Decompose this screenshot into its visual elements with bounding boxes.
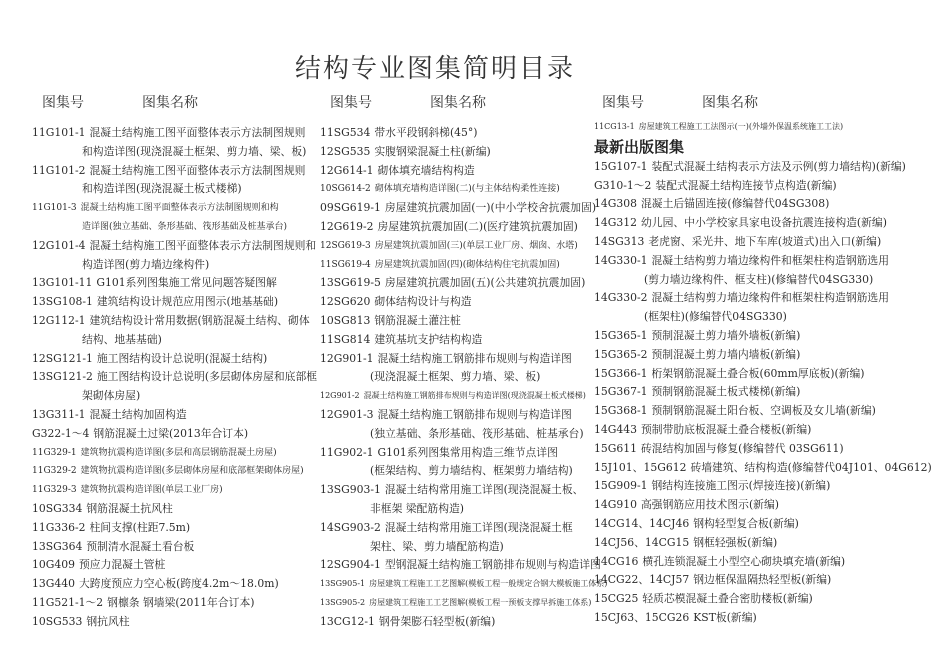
header-name: 图集名称 xyxy=(702,95,758,111)
catalog-entry xyxy=(320,331,607,350)
entry-code: 15CJ63、15CG26 xyxy=(594,610,690,624)
entry-code: G322-1～4 xyxy=(32,426,90,440)
entry-code: 11SG619-4 xyxy=(320,259,371,270)
entry-title: 房屋建筑抗震加固(五)(公共建筑抗震加固) xyxy=(384,276,586,290)
catalog-entry xyxy=(594,271,932,290)
catalog-entry xyxy=(320,500,607,519)
entry-code: 15G366-1 xyxy=(594,366,648,380)
catalog-entry xyxy=(32,613,317,632)
catalog-entry xyxy=(32,350,317,369)
entry-title: 建筑物抗震构造详图(单层工业厂房) xyxy=(80,485,223,496)
catalog-entry xyxy=(594,346,932,365)
entry-code: 14CJ56、14CG15 xyxy=(594,535,690,549)
catalog-entry xyxy=(594,233,932,252)
entry-title: 建筑物抗震构造详图(多层砌体房屋和底部框架砌体房屋) xyxy=(80,466,304,477)
catalog-entry xyxy=(594,477,932,496)
catalog-entry xyxy=(32,256,317,275)
entry-title: (现浇混凝土框架、剪力墙、梁、板) xyxy=(370,370,541,384)
catalog-entry xyxy=(32,575,317,594)
entry-title: 钢框轻强板(新编) xyxy=(693,535,778,549)
entry-title: 混凝土结构剪力墙边缘构件和框架柱构造钢筋选用 xyxy=(651,291,890,305)
entry-title: 混凝土结构施工图平面整体表示方法制图规则和构 xyxy=(80,203,279,214)
header-code: 图集号 xyxy=(42,95,84,111)
entry-code: 10G409 xyxy=(32,558,75,572)
entry-code: 13SG905-2 xyxy=(320,597,366,607)
entry-code: 15G368-1 xyxy=(594,404,648,418)
catalog-entry xyxy=(32,500,317,519)
entry-title: 预制钢筋混凝土板式楼梯(新编) xyxy=(651,385,801,399)
entry-title: 房屋建筑抗震加固(二)(医疗建筑抗震加固) xyxy=(377,219,578,233)
entry-title: 砌体填充墙结构构造 xyxy=(377,163,475,177)
entry-title: 建筑结构设计规范应用图示(地基基础) xyxy=(96,295,279,309)
entry-title: 钢檩条 钢墙梁(2011年合订本) xyxy=(107,595,255,609)
entry-title: 房屋建筑抗震加固(四)(砌体结构住宅抗震加固) xyxy=(374,259,560,270)
entry-title: 混凝土后锚固连接(修编替代04SG308) xyxy=(640,197,830,211)
catalog-entry xyxy=(32,331,317,350)
catalog-entry xyxy=(320,425,607,444)
entry-title: 混凝土结构施工钢筋排布规则与构造详图(现浇混凝土板式楼梯) xyxy=(363,391,586,401)
catalog-entry xyxy=(320,575,607,594)
entry-title: 预制钢筋混凝土阳台板、空调板及女儿墙(新编) xyxy=(651,404,876,418)
catalog-entry xyxy=(594,327,932,346)
entry-code: 09SG619-1 xyxy=(320,201,381,215)
entry-code: 15J101、15G612 xyxy=(594,460,687,474)
entry-title: 钢筋混凝土过梁(2013年合订本) xyxy=(93,426,249,440)
catalog-entry xyxy=(32,556,317,575)
catalog-entry xyxy=(32,162,317,181)
catalog-entry xyxy=(594,402,932,421)
entry-code: 13G311-1 xyxy=(32,407,86,421)
entry-title: 预制清水混凝土看台板 xyxy=(86,539,195,553)
entry-code: 12G619-2 xyxy=(320,219,374,233)
entry-title: 桁架钢筋混凝土叠合板(60mm厚底板)(新编) xyxy=(651,366,865,380)
catalog-entry xyxy=(32,274,317,293)
entry-title: 带水平段钢斜梯(45°) xyxy=(374,126,478,139)
catalog-entry xyxy=(320,143,607,162)
entry-code: 12SG535 xyxy=(320,144,371,158)
entry-code: 10SG813 xyxy=(320,313,371,327)
entry-title: 预制混凝土剪力墙外墙板(新编) xyxy=(651,328,801,342)
catalog-entry xyxy=(594,308,932,327)
catalog-entry xyxy=(320,218,607,237)
entry-title: (框架结构、剪力墙结构、框架剪力墙结构) xyxy=(370,464,573,478)
entry-code: 10SG533 xyxy=(32,614,83,628)
catalog-entry xyxy=(320,444,607,463)
entry-code: 14CG16 xyxy=(594,554,639,568)
entry-code: 10SG614-2 xyxy=(320,184,371,195)
entry-code: 10SG334 xyxy=(32,501,83,515)
entry-title: 装配式混凝土结构表示方法及示例(剪力墙结构)(新编) xyxy=(651,159,906,173)
entry-title: G101系列图集施工常见问题答疑图解 xyxy=(96,276,277,290)
entry-title: 型钢混凝土结构施工钢筋排布规则与构造详图 xyxy=(384,558,601,572)
entry-code: 11SG534 xyxy=(320,126,371,139)
catalog-entry xyxy=(594,534,932,553)
entry-title: 施工图结构设计总说明(多层砌体房屋和底部框 xyxy=(96,370,318,384)
catalog-entry xyxy=(320,274,607,293)
entry-code: 13G101-11 xyxy=(32,276,93,290)
catalog-entry xyxy=(320,481,607,500)
entry-code: 14G910 xyxy=(594,498,637,512)
catalog-entry xyxy=(320,350,607,369)
entry-code: 13CG12-1 xyxy=(320,614,375,628)
entry-title: 建筑结构设计常用数据(钢筋混凝土结构、砌体 xyxy=(89,313,310,327)
catalog-entry xyxy=(32,368,317,387)
entry-code: 12SG620 xyxy=(320,295,371,309)
entry-code: 13SG903-1 xyxy=(320,483,381,497)
entry-title: 构造详图(剪力墙边缘构件) xyxy=(82,257,210,271)
page-title: 结构专业图集简明目录 xyxy=(294,54,575,84)
entry-title: (框架柱)(修编替代04SG330) xyxy=(644,310,787,324)
entry-title: 大跨度预应力空心板(跨度4.2m～18.0m) xyxy=(78,577,279,591)
entry-code: 13SG905-1 xyxy=(320,579,366,589)
entry-title: 最新出版图集 xyxy=(594,137,685,156)
entry-code: 11G101-2 xyxy=(32,163,86,177)
catalog-entry xyxy=(594,289,932,308)
entry-title: 混凝土结构加固构造 xyxy=(89,407,187,421)
entry-code: 12G101-4 xyxy=(32,238,86,252)
entry-code: 15G611 xyxy=(594,441,637,455)
catalog-entry xyxy=(32,180,317,199)
catalog-entry xyxy=(32,462,317,481)
catalog-column-2 xyxy=(320,124,607,632)
catalog-entry xyxy=(32,519,317,538)
entry-title: 架砌体房屋) xyxy=(82,389,141,403)
entry-code: 14G330-1 xyxy=(594,253,648,267)
catalog-entry xyxy=(320,180,607,199)
entry-title: KST板(新编) xyxy=(693,610,757,624)
entry-title: 钢筋混凝土抗风柱 xyxy=(86,501,173,515)
catalog-column-1 xyxy=(32,124,317,632)
catalog-entry xyxy=(32,199,317,218)
catalog-entry xyxy=(320,293,607,312)
entry-title: 砌体结构设计与构造 xyxy=(374,295,472,309)
header-name: 图集名称 xyxy=(142,95,198,111)
entry-title: 砖混结构加固与修复(修编替代 03SG611) xyxy=(640,441,844,455)
entry-code: 11G329-1 xyxy=(32,447,77,458)
entry-title: 非框架 梁配筋构造) xyxy=(370,501,465,515)
entry-title: 造详图(独立基础、条形基础、筏形基础及桩基承台) xyxy=(82,221,288,232)
entry-title: 房屋建筑工程施工工艺图解(模板工程一般规定合钢大模板施工体系) xyxy=(369,579,608,589)
header-code: 图集号 xyxy=(602,95,644,111)
entry-title: 幼儿园、中小学校家具家电设备抗震连接构造(新编) xyxy=(640,216,887,230)
entry-title: 钢抗风柱 xyxy=(86,614,130,628)
entry-code: 12G901-1 xyxy=(320,351,374,365)
entry-code: 11SG814 xyxy=(320,332,371,346)
entry-title: 和构造详图(现浇混凝土板式楼梯) xyxy=(82,182,242,196)
entry-code: 13SG619-5 xyxy=(320,276,381,290)
catalog-entry xyxy=(32,312,317,331)
entry-code: 13SG121-2 xyxy=(32,370,93,384)
entry-title: 和构造详图(现浇混凝土框架、剪力墙、梁、板) xyxy=(82,144,307,158)
entry-code: 15G107-1 xyxy=(594,159,648,173)
entry-title: 钢筋混凝土灌注桩 xyxy=(374,313,461,327)
entry-code: 11CG13-1 xyxy=(594,122,635,131)
col3-header xyxy=(602,92,758,112)
catalog-entry xyxy=(594,214,932,233)
catalog-entry xyxy=(594,440,932,459)
entry-title: 架柱、梁、剪力墙配筋构造) xyxy=(370,539,504,553)
entry-code: 11G329-2 xyxy=(32,466,77,477)
catalog-entry xyxy=(320,519,607,538)
entry-title: 预应力混凝土管桩 xyxy=(78,558,166,572)
catalog-entry xyxy=(320,368,607,387)
catalog-entry xyxy=(594,252,932,271)
entry-code: 12SG904-1 xyxy=(320,558,381,572)
entry-code: 15G365-2 xyxy=(594,347,648,361)
entry-title: 钢骨架膨石轻型板(新编) xyxy=(378,614,496,628)
entry-code: 14CG22、14CJ57 xyxy=(594,573,690,587)
entry-code: 14CG14、14CJ46 xyxy=(594,516,690,530)
catalog-entry xyxy=(320,237,607,256)
entry-code: 14G443 xyxy=(594,422,637,436)
entry-title: 混凝土结构常用施工详图(现浇混凝土框 xyxy=(384,520,573,534)
catalog-entry xyxy=(594,609,932,628)
col2-header xyxy=(330,92,486,112)
entry-title: 高强钢筋应用技术图示(新编) xyxy=(640,498,779,512)
entry-code: 11G336-2 xyxy=(32,520,86,534)
entry-title: 混凝土结构剪力墙边缘构件和框架柱构造钢筋选用 xyxy=(651,253,890,267)
catalog-entry xyxy=(320,613,607,632)
entry-title: (剪力墙边缘构件、框支柱)(修编替代04SG330) xyxy=(644,272,874,286)
entry-code: 11G101-1 xyxy=(32,126,86,139)
entry-title: G101系列图集常用构造三维节点详图 xyxy=(377,445,558,459)
entry-title: 钢构轻型复合板(新编) xyxy=(693,516,799,530)
catalog-entry xyxy=(594,496,932,515)
entry-title: 装配式混凝土结构连接节点构造(新编) xyxy=(655,178,837,192)
entry-code: 12SG121-1 xyxy=(32,351,93,365)
section-heading xyxy=(594,137,932,158)
entry-title: 房屋建筑工程施工工法图示(一)(外墙外保温系统施工工法) xyxy=(638,122,844,131)
catalog-entry xyxy=(594,421,932,440)
entry-title: 横孔连锁混凝土小型空心砌块填充墙(新编) xyxy=(642,554,846,568)
catalog-entry xyxy=(320,594,607,613)
catalog-entry xyxy=(594,590,932,609)
entry-title: 钢结构连接施工图示(焊接连接)(新编) xyxy=(651,479,831,493)
entry-title: 建筑物抗震构造详图(多层和高层钢筋混凝土房屋) xyxy=(80,447,277,458)
catalog-entry xyxy=(594,571,932,590)
entry-title: 预制带肋底板混凝土叠合楼板(新编) xyxy=(640,422,812,436)
entry-code: 15G909-1 xyxy=(594,479,648,493)
entry-title: 老虎窗、采光井、地下车库(坡道式)出入口(新编) xyxy=(648,234,882,248)
entry-code: 12G112-1 xyxy=(32,313,86,327)
catalog-entry xyxy=(594,158,932,177)
col1-header xyxy=(42,92,198,112)
entry-code: G310-1～2 xyxy=(594,178,652,192)
entry-code: 12G901-3 xyxy=(320,407,374,421)
catalog-entry xyxy=(320,556,607,575)
catalog-entry xyxy=(32,538,317,557)
entry-title: 预制混凝土剪力墙内墙板(新编) xyxy=(651,347,801,361)
entry-code: 13SG108-1 xyxy=(32,295,93,309)
entry-title: 房屋建筑抗震加固(一)(中小学校舍抗震加固) xyxy=(384,201,597,215)
entry-title: 房屋建筑工程施工工艺图解(模板工程一预板支撑早拆施工体系) xyxy=(369,597,592,607)
catalog-entry xyxy=(32,124,317,143)
catalog-entry xyxy=(320,256,607,275)
entry-code: 14G308 xyxy=(594,197,637,211)
entry-code: 12SG619-3 xyxy=(320,240,371,251)
header-code: 图集号 xyxy=(330,95,372,111)
catalog-entry xyxy=(320,538,607,557)
entry-title: 钢边框保温隔热轻型板(新编) xyxy=(693,573,832,587)
entry-code: 11G521-1～2 xyxy=(32,595,104,609)
catalog-column-3 xyxy=(594,118,932,628)
entry-title: 混凝土结构施工钢筋排布规则与构造详图 xyxy=(377,351,572,365)
entry-code: 12G901-2 xyxy=(320,391,360,401)
entry-code: 14SG903-2 xyxy=(320,520,381,534)
entry-title: 混凝土结构常用施工详图(现浇混凝土板、 xyxy=(384,483,584,497)
catalog-entry xyxy=(594,383,932,402)
entry-code: 15G365-1 xyxy=(594,328,648,342)
catalog-entry xyxy=(594,515,932,534)
catalog-entry xyxy=(320,406,607,425)
entry-code: 11G329-3 xyxy=(32,485,77,496)
entry-code: 13G440 xyxy=(32,577,75,591)
entry-title: 砌体填充墙构造详图(二)(与主体结构柔性连接) xyxy=(374,184,560,195)
entry-title: 柱间支撑(柱距7.5m) xyxy=(89,520,191,534)
catalog-entry xyxy=(320,199,607,218)
catalog-entry xyxy=(32,444,317,463)
entry-code: 14G312 xyxy=(594,216,637,230)
entry-code: 14SG313 xyxy=(594,234,645,248)
catalog-entry xyxy=(32,218,317,237)
entry-title: 混凝土结构施工图平面整体表示方法制图规则和 xyxy=(89,238,317,252)
catalog-entry xyxy=(594,118,932,137)
catalog-entry xyxy=(32,594,317,613)
catalog-entry xyxy=(32,237,317,256)
entry-title: 砖墙建筑、结构构造(修编替代04J101、04G612) xyxy=(690,460,932,474)
catalog-entry xyxy=(320,162,607,181)
catalog-entry xyxy=(594,177,932,196)
catalog-entry xyxy=(32,293,317,312)
entry-title: (独立基础、条形基础、筏形基础、桩基承台) xyxy=(370,426,584,440)
catalog-entry xyxy=(320,387,607,406)
entry-title: 混凝土结构施工钢筋排布规则与构造详图 xyxy=(377,407,572,421)
entry-code: 15CG25 xyxy=(594,592,639,606)
entry-title: 房屋建筑抗震加固(三)(单层工业厂房、烟囱、水塔) xyxy=(374,240,578,251)
catalog-entry xyxy=(32,143,317,162)
entry-code: 15G367-1 xyxy=(594,385,648,399)
catalog-entry xyxy=(594,553,932,572)
catalog-entry xyxy=(594,195,932,214)
entry-code: 11G902-1 xyxy=(320,445,374,459)
entry-title: 轻质芯模混凝土叠合密肋楼板(新编) xyxy=(642,592,813,606)
catalog-entry xyxy=(320,312,607,331)
entry-code: 14G330-2 xyxy=(594,291,648,305)
entry-code: 13SG364 xyxy=(32,539,83,553)
catalog-entry xyxy=(594,365,932,384)
catalog-entry xyxy=(320,124,607,143)
entry-code: 11G101-3 xyxy=(32,203,77,214)
catalog-entry xyxy=(32,406,317,425)
catalog-entry xyxy=(320,462,607,481)
header-name: 图集名称 xyxy=(430,95,486,111)
entry-title: 混凝土结构施工图平面整体表示方法制图规则 xyxy=(89,163,306,177)
catalog-entry xyxy=(32,425,317,444)
catalog-entry xyxy=(594,459,932,478)
entry-title: 实腹钢梁混凝土柱(新编) xyxy=(374,144,491,158)
entry-code: 12G614-1 xyxy=(320,163,374,177)
entry-title: 结构、地基基础) xyxy=(82,332,162,346)
entry-title: 施工图结构设计总说明(混凝土结构) xyxy=(96,351,268,365)
catalog-entry xyxy=(32,387,317,406)
catalog-entry xyxy=(32,481,317,500)
entry-title: 建筑基坑支护结构构造 xyxy=(374,332,483,346)
entry-title: 混凝土结构施工图平面整体表示方法制图规则 xyxy=(89,126,306,139)
